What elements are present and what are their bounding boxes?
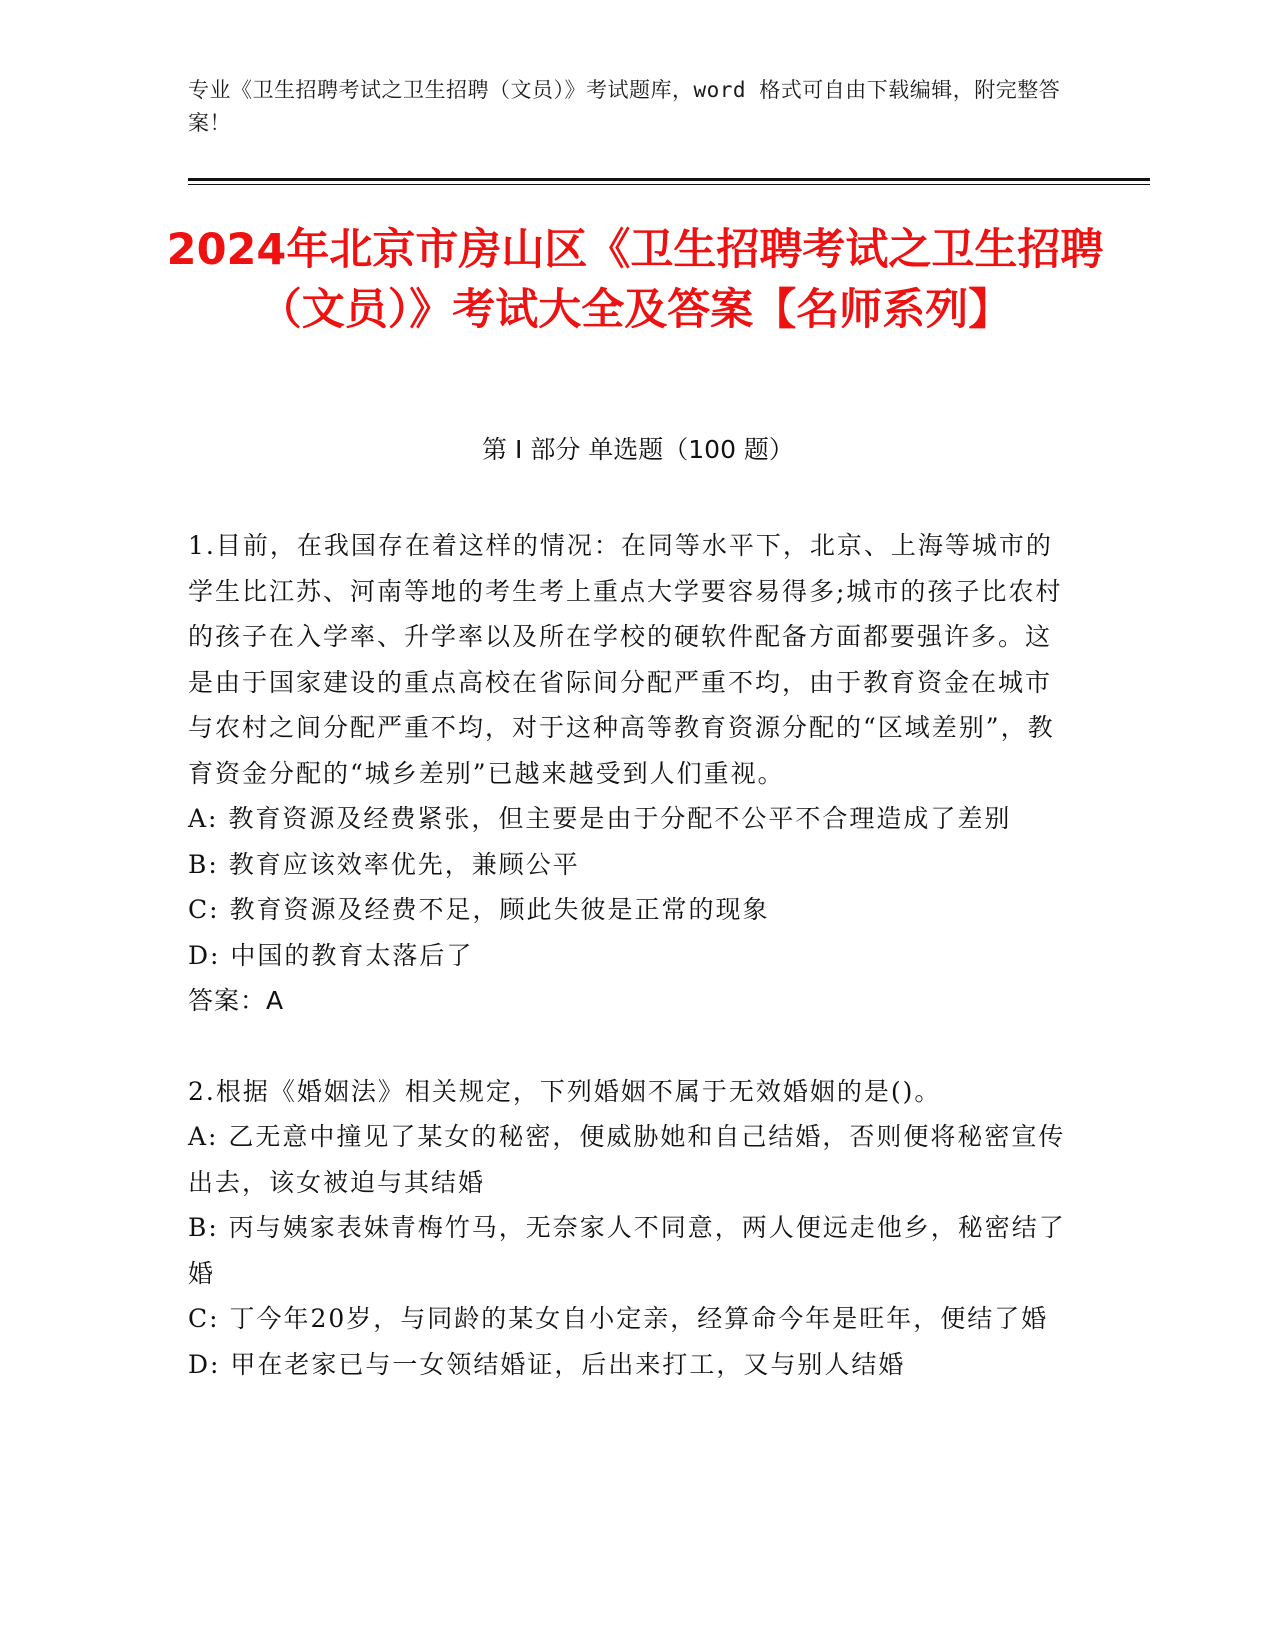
- document-header-note: 专业《卫生招聘考试之卫生招聘（文员）》考试题库，word 格式可自由下载编辑，附完整答案！: [188, 78, 1061, 135]
- question-2-stem: 2.根据《婚姻法》相关规定，下列婚姻不属于无效婚姻的是()。: [188, 1076, 942, 1106]
- question-1: [188, 523, 1068, 1024]
- question-1-option-b: B: 教育应该效率优先，兼顾公平: [188, 849, 580, 879]
- header-divider-thick: [188, 178, 1150, 181]
- question-list: [188, 523, 1068, 1387]
- section-heading: 第 I 部分 单选题（100 题）: [482, 435, 794, 464]
- question-2: [188, 1069, 1068, 1388]
- question-2-option-d: D: 甲在老家已与一女领结婚证，后出来打工，又与别人结婚: [188, 1349, 906, 1379]
- question-spacer: [188, 1024, 1068, 1069]
- question-1-option-c: C: 教育资源及经费不足，顾此失彼是正常的现象: [188, 895, 770, 924]
- header-divider-thin: [188, 184, 1150, 185]
- question-1-answer: 答案：A: [188, 986, 285, 1015]
- question-2-option-a: A: 乙无意中撞见了某女的秘密，便威胁她和自己结婚，否则便将秘密宣传出去，该女被迫与其结婚: [188, 1122, 1066, 1197]
- document-title: 2024年北京市房山区《卫生招聘考试之卫生招聘（文员）》考试大全及答案【名师系列】: [166, 225, 1104, 335]
- question-2-option-c: C: 丁今年20岁，与同龄的某女自小定亲，经算命今年是旺年，便结了婚: [188, 1304, 1049, 1333]
- question-2-option-b: B: 丙与姨家表妹青梅竹马，无奈家人不同意，两人便远走他乡，秘密结了婚: [188, 1213, 1066, 1288]
- question-1-option-d: D: 中国的教育太落后了: [188, 940, 474, 970]
- question-1-option-a: A: 教育资源及经费紧张，但主要是由于分配不公平不合理造成了差别: [188, 804, 1012, 833]
- question-1-stem: 1.目前，在我国存在着这样的情况：在同等水平下，北京、上海等城市的学生比江苏、河南等地的考生考上重点大学要容易得多;城市的孩子比农村的孩子在入学率、升学率以及所在学校的硬软件配备方面都要强许多。这是由于国家建设的重点高校在省际间分配严重不均，由于教育资金在城市与农村之间分配严重不均，对于这种高等教育资源分配的“区域差别”，教育资金分配的“城乡差别”已越来越受到人们重视。: [188, 531, 1063, 788]
